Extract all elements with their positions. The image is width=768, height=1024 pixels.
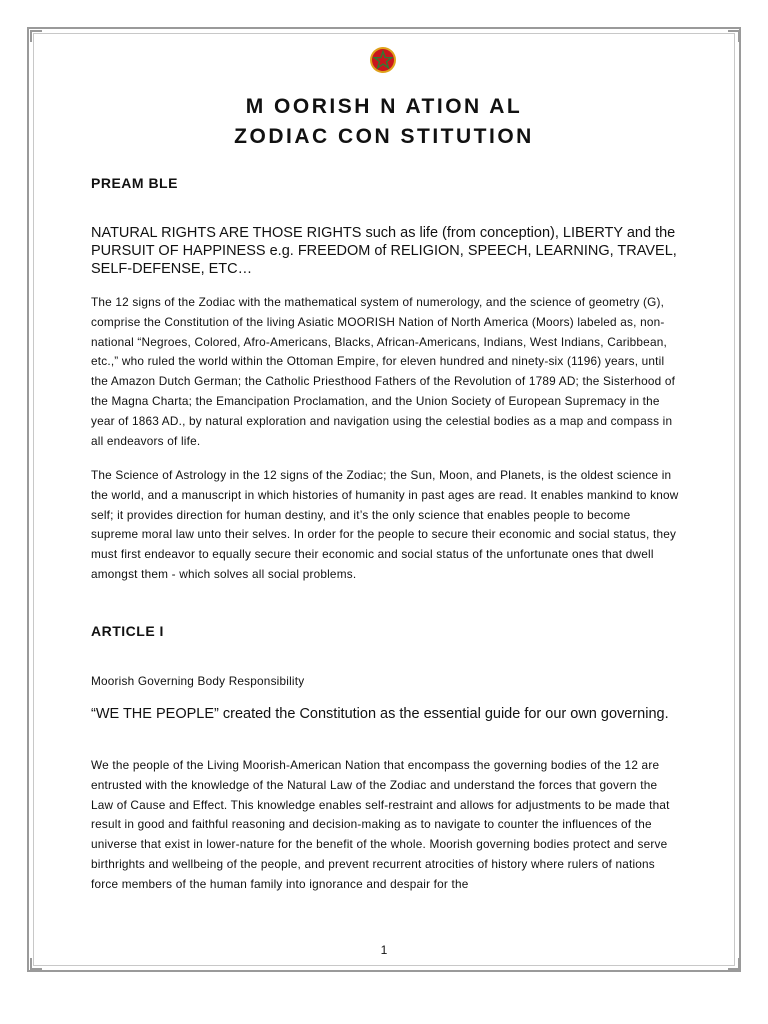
document-title-line2: ZODIAC CON STITUTION [234,125,534,148]
corner-ornament [728,958,740,970]
article-subtitle: Moorish Governing Body Responsibility [91,674,305,688]
preamble-paragraph-1: The 12 signs of the Zodiac with the mathematical system of numerology, and the science of geometry (G), comprise the Constitution of the living Asiatic MOORISH Nation of North America (Moors) labeled as, non-national “Negroes, Colored, Afro-Americans, Blacks, African-Americans, Indians, West Indians, Caribbean, etc.,” who ruled the world within the Ottoman Empire, for eleven hundred and ninety-six (1196) years, until the Amazon Dutch German; the Catholic Priesthood Fathers of the Revolution of 1789 AD; the Sisterhood of the Magna Charta; the Emancipation Proclamation, and the Union Society of European Supremacy in the year of 1863 AD., by natural exploration and navigation using the celestial bodies as a map and compass in all endeavors of life. [91,295,676,448]
document-title-line1: M OORISH N ATION AL [245,95,523,118]
article-heading: ARTICLE I [91,623,164,639]
preamble-paragraph-2: The Science of Astrology in the 12 signs of the Zodiac; the Sun, Moon, and Planets, is the oldest science in the world, and a manuscript in which histories of humanity in past ages are read. It enables mankind to know self; it provides direction for human destiny, and it’s the only science that enables people to become supreme moral law unto their selves. In order for the people to secure their economic and social status, they must first endeavor to equally secure their economic and social status of the unfortunate ones that dwell amongst them - which solves all social problems. [91,468,679,581]
article-lead: “WE THE PEOPLE” created the Constitution as the essential guide for our own governing. [91,706,669,722]
corner-ornament [30,958,42,970]
preamble-heading: PREAM BLE [91,175,178,191]
article-paragraph: We the people of the Living Moorish-American Nation that encompass the governing bodies of the 12 are entrusted with the knowledge of the Natural Law of the Zodiac and understand the forces that govern the Law of Cause and Effect. This knowledge enables self-restraint and allows for adjustments to be made that result in good and faithful reasoning and decision-making as to navigate to counter the influences of the universe that exist in lower-nature for the benefit of the whole. Moorish governing bodies protect and serve birthrights and wellbeing of the people, and prevent recurrent atrocities of history where rulers of nations force members of the human family into ignorance and despair for the [91,758,670,891]
page-number: 1 [380,943,388,957]
corner-ornament [30,30,42,42]
corner-ornament [728,30,740,42]
moorish-seal-icon [369,46,397,74]
preamble-lead: NATURAL RIGHTS ARE THOSE RIGHTS such as life (from conception), LIBERTY and the PURSUIT OF HAPPINESS e.g. FREEDOM of RELIGION, SPEECH, LEARNING, TRAVEL, SELF-DEFENSE, ETC… [91,225,677,277]
